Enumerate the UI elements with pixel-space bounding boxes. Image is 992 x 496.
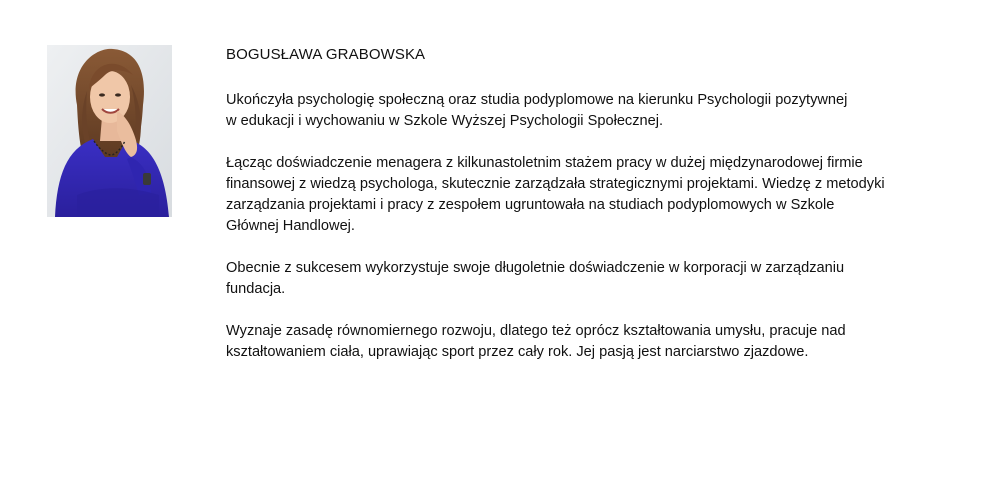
person-name: BOGUSŁAWA GRABOWSKA (226, 46, 426, 63)
bio-line: kształtowaniem ciała, uprawiając sport przez cały rok. Jej pasją jest narciarstwo zjazdowe. (226, 344, 809, 360)
bio-paragraph (226, 321, 966, 363)
bio-line: Głównej Handlowej. (226, 218, 355, 234)
bio-line: Obecnie z sukcesem wykorzystuje swoje długoletnie doświadczenie w korporacji w zarządzaniu (226, 260, 845, 276)
bio-section (226, 44, 966, 384)
bio-paragraph (226, 153, 966, 237)
bio-paragraph (226, 258, 966, 300)
bio-line: Łącząc doświadczenie menagera z kilkunastoletnim stażem pracy w dużej międzynarodowej firmie (226, 155, 863, 171)
bio-line: w edukacji i wychowaniu w Szkole Wyższej Psychologii Społecznej. (226, 113, 664, 129)
bio-line: Wyznaje zasadę równomiernego rozwoju, dlatego też oprócz kształtowania umysłu, pracuje nad (226, 323, 846, 339)
bio-line: finansowej z wiedzą psychologa, skutecznie zarządzała strategicznymi projektami. Wiedzę z metodyki (226, 176, 885, 192)
bio-line: fundacja. (226, 281, 286, 297)
bio-line: zarządzania projektami i pracy z zespołem ugruntowała na studiach podyplomowych w Szkole (226, 197, 835, 213)
bio-line: Ukończyła psychologię społeczną oraz studia podyplomowe na kierunku Psychologii pozytywnej (226, 92, 848, 108)
bio-paragraph (226, 90, 966, 132)
portrait-photo-icon (47, 45, 172, 217)
profile-photo (47, 45, 172, 217)
